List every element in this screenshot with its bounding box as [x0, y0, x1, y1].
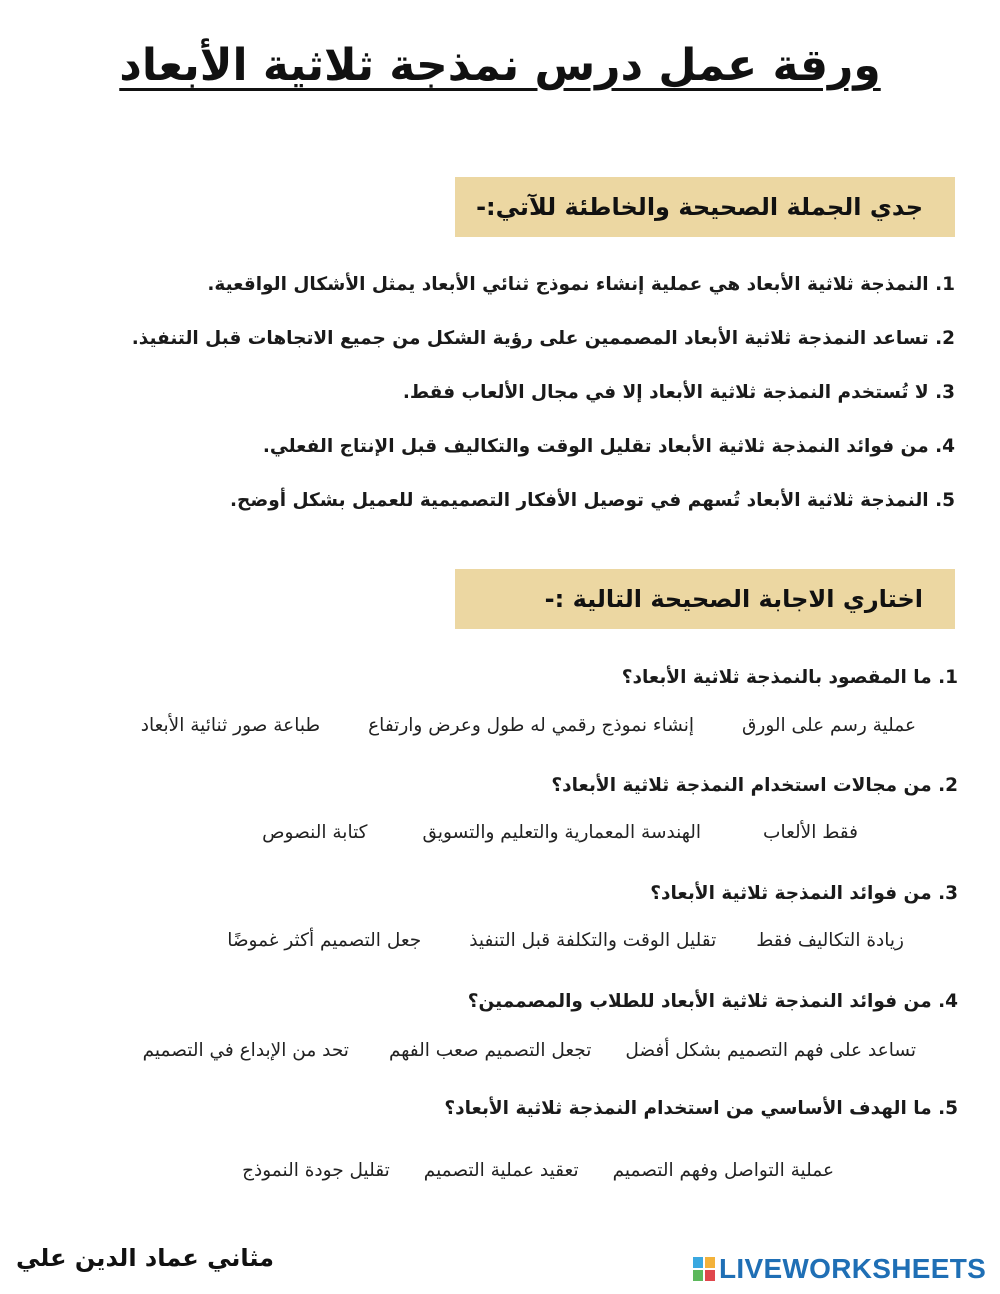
answer-option[interactable]: طباعة صور ثنائية الأبعاد: [140, 715, 321, 736]
answer-option[interactable]: الهندسة المعمارية والتعليم والتسويق: [422, 822, 702, 843]
worksheet-title: ورقة عمل درس نمذجة ثلاثية الأبعاد: [119, 40, 881, 91]
true-false-statement: 1. النمذجة ثلاثية الأبعاد هي عملية إنشاء نموذج ثنائي الأبعاد يمثل الأشكال الواقعية.: [207, 274, 955, 295]
true-false-statement: 3. لا تُستخدم النمذجة ثلاثية الأبعاد إلا في مجال الألعاب فقط.: [402, 382, 955, 403]
options-row: [242, 1160, 834, 1181]
author-name: مثاني عماد الدين علي: [16, 1244, 275, 1272]
logo-text: LIVEWORKSHEETS: [719, 1253, 987, 1284]
answer-option[interactable]: زيادة التكاليف فقط: [756, 930, 904, 951]
answer-option[interactable]: تحد من الإبداع في التصميم: [142, 1040, 349, 1061]
answer-option[interactable]: تقليل الوقت والتكلفة قبل التنفيذ: [469, 930, 717, 951]
answer-option[interactable]: تقليل جودة النموذج: [242, 1160, 390, 1181]
answer-option[interactable]: تجعل التصميم صعب الفهم: [388, 1040, 592, 1061]
options-row: [141, 715, 916, 736]
logo-square-icon: [704, 1269, 716, 1282]
answer-option[interactable]: تساعد على فهم التصميم بشكل أفضل: [625, 1040, 916, 1061]
logo-square-icon: [704, 1256, 716, 1269]
true-false-statement: 5. النمذجة ثلاثية الأبعاد تُسهم في توصيل الأفكار التصميمية للعميل بشكل أوضح.: [229, 490, 955, 511]
liveworksheets-logo-icon: [692, 1256, 716, 1282]
question-text: 5. ما الهدف الأساسي من استخدام النمذجة ثلاثية الأبعاد؟: [444, 1098, 958, 1119]
question-text: 1. ما المقصود بالنمذجة ثلاثية الأبعاد؟: [621, 667, 958, 688]
answer-option[interactable]: عملية التواصل وفهم التصميم: [612, 1160, 834, 1181]
answer-option[interactable]: عملية رسم على الورق: [742, 715, 916, 736]
multiple-choice-section-header: اختاري الاجابة الصحيحة التالية :-: [455, 569, 955, 629]
answer-option[interactable]: إنشاء نموذج رقمي له طول وعرض وارتفاع: [368, 715, 695, 736]
question-text: 3. من فوائد النمذجة ثلاثية الأبعاد؟: [650, 883, 958, 904]
question-text: 2. من مجالات استخدام النمذجة ثلاثية الأبعاد؟: [551, 775, 958, 796]
true-false-statement: 2. تساعد النمذجة ثلاثية الأبعاد المصممين على رؤية الشكل من جميع الاتجاهات قبل التنفيذ.: [131, 328, 955, 349]
true-false-statement: 4. من فوائد النمذجة ثلاثية الأبعاد تقليل الوقت والتكاليف قبل الإنتاج الفعلي.: [262, 436, 955, 457]
answer-option[interactable]: فقط الألعاب: [763, 822, 858, 843]
options-row: [143, 1040, 916, 1061]
question-text: 4. من فوائد النمذجة ثلاثية الأبعاد للطلاب والمصممين؟: [467, 991, 958, 1012]
options-row: [227, 930, 904, 951]
options-row: [262, 822, 858, 843]
logo-square-icon: [692, 1269, 704, 1282]
answer-option[interactable]: كتابة النصوص: [262, 822, 368, 843]
liveworksheets-logo[interactable]: [692, 1252, 986, 1286]
answer-option[interactable]: جعل التصميم أكثر غموضًا: [227, 930, 422, 951]
true-false-section-header: جدي الجملة الصحيحة والخاطئة للآتي:-: [455, 177, 955, 237]
answer-option[interactable]: تعقيد عملية التصميم: [423, 1160, 579, 1181]
logo-square-icon: [692, 1256, 704, 1269]
